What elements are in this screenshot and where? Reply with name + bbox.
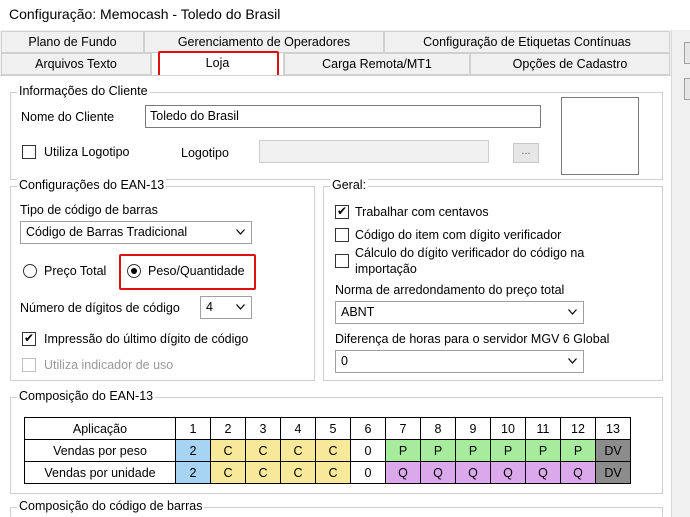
logotipo-path-input (259, 140, 489, 163)
composicao-codigo-barras-group (10, 499, 663, 517)
calculo-digito-checkbox[interactable] (335, 254, 349, 268)
diferenca-horas-value: 0 (341, 354, 348, 368)
tipo-codigo-select[interactable] (20, 221, 252, 244)
composition-cell: Q (386, 462, 421, 484)
composition-cell: C (246, 440, 281, 462)
composition-cell: Q (561, 462, 596, 484)
geral-legend: Geral: (332, 178, 367, 192)
digitos-codigo-select[interactable] (200, 296, 252, 319)
composition-cell: Q (526, 462, 561, 484)
position-header-cell: 4 (281, 418, 316, 440)
scroll-button-second[interactable] (684, 78, 690, 100)
scroll-button-top[interactable] (684, 42, 690, 64)
position-header-cell: 5 (316, 418, 351, 440)
composition-cell: P (386, 440, 421, 462)
nome-cliente-input[interactable]: Toledo do Brasil (145, 105, 541, 128)
position-header-cell: 8 (421, 418, 456, 440)
position-header-cell: 9 (456, 418, 491, 440)
composition-cell: P (421, 440, 456, 462)
radio-preco-total-label: Preço Total (44, 264, 107, 278)
arredondamento-select[interactable] (335, 301, 584, 324)
row-label-vendas-peso: Vendas por peso (25, 440, 176, 462)
tab-carga-remota[interactable]: Carga Remota/MT1 (284, 53, 470, 75)
diferenca-horas-label: Diferença de horas para o servidor MGV 6 Global (335, 332, 610, 346)
composition-cell: C (316, 462, 351, 484)
arredondamento-value: ABNT (341, 305, 375, 319)
position-header-cell: 12 (561, 418, 596, 440)
tab-gerenciamento-operadores[interactable]: Gerenciamento de Operadores (144, 31, 384, 53)
logotipo-preview (561, 97, 639, 175)
chevron-down-icon (236, 229, 245, 235)
arredondamento-label: Norma de arredondamento do preço total (335, 283, 565, 297)
ean13-composition-table (24, 417, 631, 484)
composition-cell: DV (596, 440, 631, 462)
chevron-down-icon (568, 358, 577, 364)
loja-panel (0, 75, 671, 517)
tab-configuracao-etiquetas[interactable]: Configuração de Etiquetas Contínuas (384, 31, 670, 53)
composition-cell: P (491, 440, 526, 462)
tipo-codigo-value: Código de Barras Tradicional (26, 225, 188, 239)
position-header-cell: 7 (386, 418, 421, 440)
cliente-legend: Informações do Cliente (19, 84, 148, 98)
indicador-uso-label: Utiliza indicador de uso (44, 358, 174, 372)
tab-plano-de-fundo[interactable]: Plano de Fundo (1, 31, 144, 53)
trabalhar-centavos-label: Trabalhar com centavos (355, 205, 489, 219)
checkmark-icon: ✔ (337, 204, 348, 218)
composicao-codigo-barras-legend: Composição do código de barras (19, 499, 203, 513)
geral-group (323, 178, 663, 381)
composition-cell: C (211, 462, 246, 484)
composition-cell: 0 (351, 440, 386, 462)
composition-cell: C (316, 440, 351, 462)
indicador-uso-checkbox (22, 358, 36, 372)
nome-cliente-label: Nome do Cliente (21, 110, 115, 124)
composition-cell: Q (421, 462, 456, 484)
composition-cell: 2 (176, 462, 211, 484)
calculo-digito-label-line2: importação (355, 262, 417, 276)
position-header-cell: 1 (176, 418, 211, 440)
radio-peso-quantidade-label: Peso/Quantidade (148, 264, 245, 278)
composition-cell: Q (456, 462, 491, 484)
position-header-cell: 6 (351, 418, 386, 440)
position-header-cell: 11 (526, 418, 561, 440)
table-row (25, 462, 631, 484)
digitos-codigo-label: Número de dígitos de código (20, 301, 180, 315)
position-header-cell: 2 (211, 418, 246, 440)
browse-logotipo-button[interactable]: ... (513, 143, 539, 163)
cliente-group (10, 84, 663, 180)
composition-cell: P (456, 440, 491, 462)
table-header-row (25, 418, 631, 440)
composition-cell: DV (596, 462, 631, 484)
right-scroll-strip (671, 30, 690, 517)
diferenca-horas-select[interactable] (335, 350, 584, 373)
utiliza-logotipo-label: Utiliza Logotipo (44, 145, 130, 159)
composition-cell: P (561, 440, 596, 462)
chevron-down-icon (236, 304, 245, 310)
position-header-cell: 3 (246, 418, 281, 440)
tab-arquivos-texto[interactable]: Arquivos Texto (1, 53, 151, 75)
trabalhar-centavos-checkbox[interactable] (335, 205, 349, 219)
impressao-ultimo-digito-checkbox[interactable] (22, 332, 36, 346)
radio-preco-total[interactable] (23, 264, 37, 278)
logotipo-label: Logotipo (181, 146, 229, 160)
checkmark-icon: ✔ (24, 331, 35, 345)
composition-cell: 0 (351, 462, 386, 484)
aplicacao-header: Aplicação (25, 418, 176, 440)
title-bar (0, 0, 690, 30)
utiliza-logotipo-checkbox[interactable] (22, 145, 36, 159)
composition-cell: C (281, 462, 316, 484)
position-header-cell: 13 (596, 418, 631, 440)
impressao-ultimo-digito-label: Impressão do último dígito de código (44, 332, 249, 346)
ean13-config-legend: Configurações do EAN-13 (19, 178, 165, 192)
window-title: Configuração: Memocash - Toledo do Brasil (9, 6, 281, 22)
digito-verificador-checkbox[interactable] (335, 228, 349, 242)
digito-verificador-label: Código do item com dígito verificador (355, 228, 562, 242)
tab-opcoes-cadastro[interactable]: Opções de Cadastro (470, 53, 670, 75)
calculo-digito-label-line1: Cálculo do dígito verificador do código na (355, 246, 585, 260)
composition-cell: C (211, 440, 246, 462)
highlight-box-peso-quantidade (119, 254, 256, 290)
digitos-codigo-value: 4 (206, 300, 213, 314)
composition-cell: C (246, 462, 281, 484)
chevron-down-icon (568, 309, 577, 315)
position-header-cell: 10 (491, 418, 526, 440)
tab-loja[interactable]: Loja (151, 52, 284, 76)
row-label-vendas-unidade: Vendas por unidade (25, 462, 176, 484)
table-row (25, 440, 631, 462)
ean13-config-group (10, 178, 315, 381)
composition-cell: P (526, 440, 561, 462)
composition-cell: 2 (176, 440, 211, 462)
composicao-ean13-group (10, 389, 663, 494)
tipo-codigo-label: Tipo de código de barras (20, 203, 158, 217)
composicao-ean13-legend: Composição do EAN-13 (19, 389, 154, 403)
composition-cell: C (281, 440, 316, 462)
composition-cell: Q (491, 462, 526, 484)
